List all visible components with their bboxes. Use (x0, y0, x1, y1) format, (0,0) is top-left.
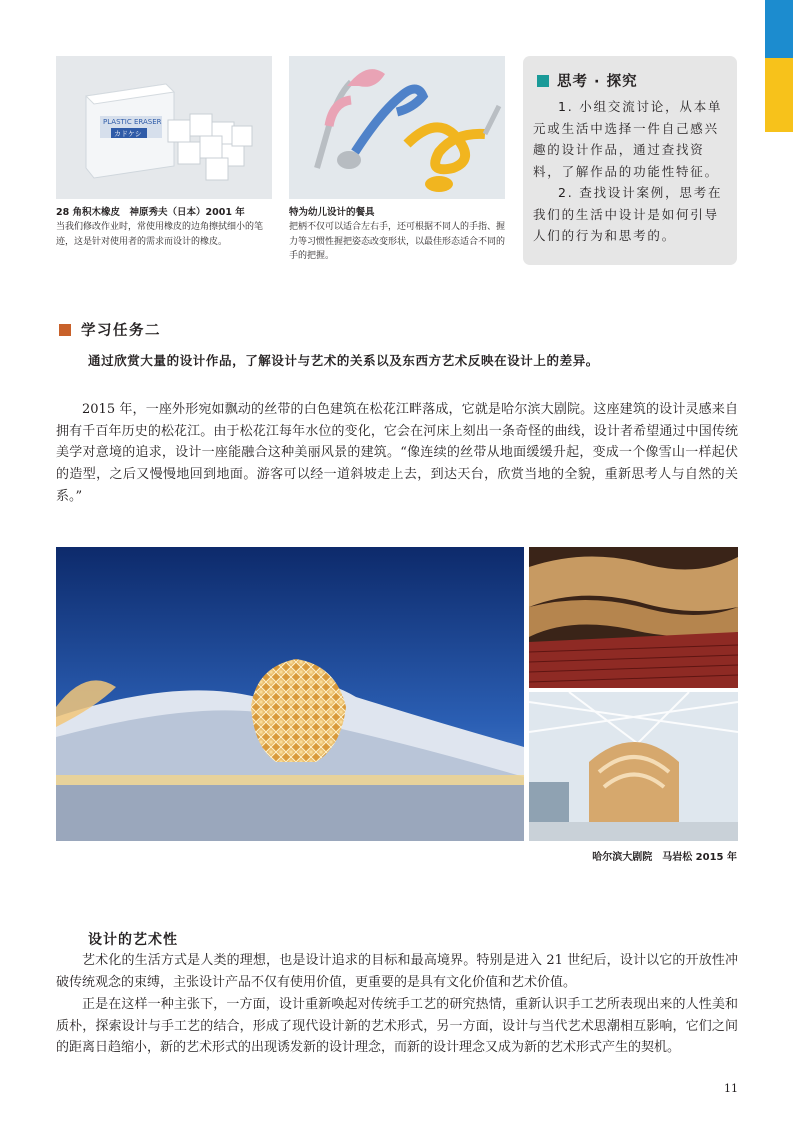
teal-square-icon (537, 75, 549, 87)
harbin-opera-lobby-photo (529, 692, 738, 841)
harbin-opera-exterior-photo (56, 547, 524, 841)
cutlery-photo (289, 56, 505, 199)
section-heading-text: 学习任务二 (81, 323, 161, 339)
eraser-brand-label: カドケシ (114, 130, 142, 138)
side-tab-yellow (765, 58, 793, 132)
eraser-caption-title: 28 角积木橡皮 神原秀夫（日本）2001 年 (56, 207, 245, 218)
cutlery-caption-body: 把柄不仅可以适合左右手，还可根据不同人的手指、握力等习惯性握把姿态改变形状，以最佳形态适合不同的手的把握。 (289, 222, 506, 261)
art-paragraph-1: 艺术化的生活方式是人类的理想，也是设计追求的目标和最高境界。特别是进入 21 世纪后，设计以它的开放性冲破传统观念的束缚，主张设计产品不仅有使用价值，更重要的是具有文化价值和艺术价值。 (56, 953, 738, 990)
eraser-package-label: PLASTIC ERASER (103, 118, 162, 126)
harbin-paragraph: 2015 年，一座外形宛如飘动的丝带的白色建筑在松花江畔落成，它就是哈尔滨大剧院。这座建筑的设计灵感来自拥有千百年历史的松花江。由于松花江每年水位的变化，它会在河床上刻出一条奇怪的曲线，设计者希望通过中国传统美学对意境的追求，设计一座能融合这种美丽风景的建筑。“像连续的丝带从地面缓缓升起，变成一个像雪山一样起伏的造型，之后又慢慢地回到地面。游客可以经一道斜坡走上去，到达天台，欣赏当地的全貌，重新思考人与自然的关系。” (56, 402, 738, 504)
side-tab-blue (765, 0, 793, 58)
eraser-caption-body: 当我们修改作业时，常使用橡皮的边角擦拭细小的笔迹，这是针对使用者的需求而设计的橡皮。 (56, 222, 264, 247)
think-box-text (533, 96, 729, 247)
think-item-1: 1. 小组交流讨论，从本单元或生活中选择一件自己感兴趣的设计作品，通过查找资料，了解作品的功能性特征。 (533, 99, 723, 179)
harbin-caption: 哈尔滨大剧院 马岩松 2015 年 (592, 852, 737, 863)
section-subheading: 通过欣赏大量的设计作品，了解设计与艺术的关系以及东西方艺术反映在设计上的差异。 (88, 353, 599, 368)
eraser-photo (56, 56, 272, 199)
harbin-opera-hall-photo (529, 547, 738, 688)
page-number: 11 (724, 1082, 738, 1095)
art-paragraph-2: 正是在这样一种主张下，一方面，设计重新唤起对传统手工艺的研究热情，重新认识手工艺所表现出来的人性美和质朴，探索设计与手工艺的结合，形成了现代设计新的艺术形式，另一方面，设计与当代艺术思潮相互影响，它们之间的距离日趋缩小，新的艺术形式的出现诱发新的设计理念，而新的设计理念又成为新的艺术形式产生的契机。 (56, 997, 738, 1056)
section-heading (59, 319, 161, 340)
think-box-title-text: 思考 · 探究 (557, 74, 638, 90)
think-item-2: 2. 查找设计案例，思考在我们的生活中设计是如何引导人们的行为和思考的。 (533, 185, 723, 243)
art-heading: 设计的艺术性 (88, 932, 178, 948)
orange-square-icon (59, 324, 71, 336)
think-box-title (537, 70, 638, 91)
cutlery-caption-title: 特为幼儿设计的餐具 (289, 207, 375, 218)
